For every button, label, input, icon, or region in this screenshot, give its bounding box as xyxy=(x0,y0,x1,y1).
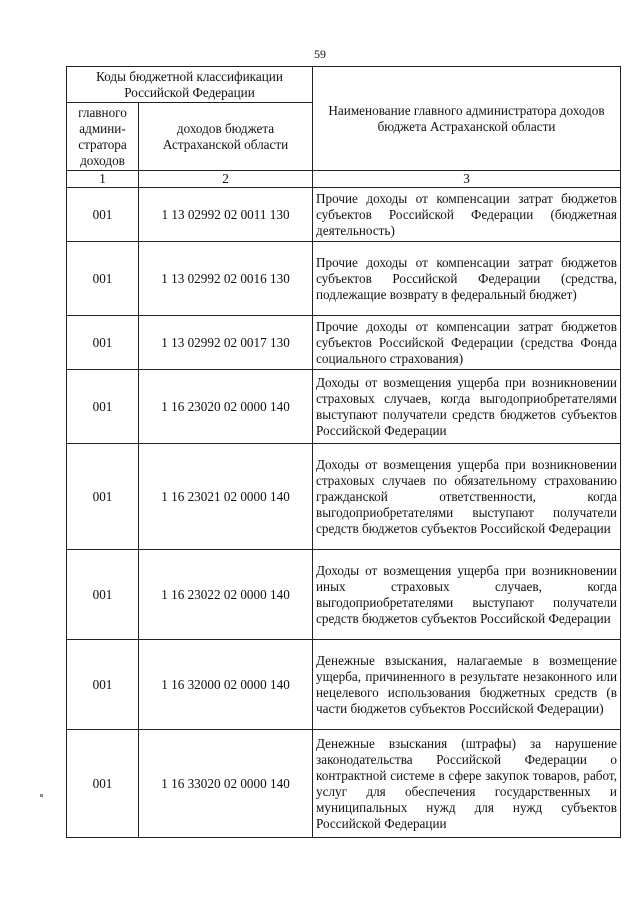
table-row xyxy=(67,444,621,550)
admin-code: 001 xyxy=(67,640,139,730)
budget-classification-table xyxy=(66,66,621,838)
admin-code: 001 xyxy=(67,316,139,370)
column-number-2: 2 xyxy=(139,171,313,188)
admin-code: 001 xyxy=(67,550,139,640)
table-row xyxy=(67,242,621,316)
header-budget-codes: Коды бюджетной классификации Российской Федерации xyxy=(67,67,313,103)
revenue-name: Доходы от возмещения ущерба при возникновении страховых случаев, когда выгодоприобретателями выступают получатели средств бюджетов субъектов Российской Федерации xyxy=(313,370,621,444)
revenue-name: Денежные взыскания (штрафы) за нарушение законодательства Российской Федерации о контрактной системе в сфере закупок товаров, работ, услуг для обеспечения государственных и муниципальных нужд для нужд субъектов Российской Федерации xyxy=(313,730,621,838)
admin-code: 001 xyxy=(67,730,139,838)
scan-speck xyxy=(40,794,43,797)
column-number-3: 3 xyxy=(313,171,621,188)
table-row xyxy=(67,730,621,838)
revenue-name: Прочие доходы от компенсации затрат бюджетов субъектов Российской Федерации (бюджетная деятельность) xyxy=(313,188,621,242)
revenue-name: Прочие доходы от компенсации затрат бюджетов субъектов Российской Федерации (средства Фонда социального страхования) xyxy=(313,316,621,370)
header-main-administrator: главного админи-стратора доходов xyxy=(67,103,139,171)
table-row xyxy=(67,188,621,242)
header-budget-revenues: доходов бюджета Астраханской области xyxy=(139,103,313,171)
header-row-group xyxy=(67,67,621,103)
revenue-name: Денежные взыскания, налагаемые в возмещение ущерба, причиненного в результате незаконного или нецелевого использования бюджетных средств (в части бюджетов субъектов Российской Федерации) xyxy=(313,640,621,730)
column-number-1: 1 xyxy=(67,171,139,188)
revenue-name: Доходы от возмещения ущерба при возникновении иных страховых случаев, когда выгодоприобретателями выступают получатели средств бюджетов субъектов Российской Федерации xyxy=(313,550,621,640)
table-row xyxy=(67,370,621,444)
revenue-code: 1 16 32000 02 0000 140 xyxy=(139,640,313,730)
admin-code: 001 xyxy=(67,370,139,444)
table-row xyxy=(67,550,621,640)
revenue-code: 1 13 02992 02 0016 130 xyxy=(139,242,313,316)
revenue-code: 1 16 23020 02 0000 140 xyxy=(139,370,313,444)
revenue-code: 1 13 02992 02 0011 130 xyxy=(139,188,313,242)
revenue-code: 1 13 02992 02 0017 130 xyxy=(139,316,313,370)
table-row xyxy=(67,316,621,370)
admin-code: 001 xyxy=(67,444,139,550)
revenue-name: Доходы от возмещения ущерба при возникновении страховых случаев по обязательному страхованию гражданской ответственности, когда выгодоприобретателями выступают получатели средств бюджетов субъектов Российской Федерации xyxy=(313,444,621,550)
revenue-code: 1 16 23022 02 0000 140 xyxy=(139,550,313,640)
revenue-code: 1 16 33020 02 0000 140 xyxy=(139,730,313,838)
table-row xyxy=(67,640,621,730)
header-administrator-name: Наименование главного администратора доходов бюджета Астраханской области xyxy=(313,67,621,171)
revenue-code: 1 16 23021 02 0000 140 xyxy=(139,444,313,550)
admin-code: 001 xyxy=(67,242,139,316)
admin-code: 001 xyxy=(67,188,139,242)
page-number: 59 xyxy=(314,47,326,61)
column-number-row xyxy=(67,171,621,188)
revenue-name: Прочие доходы от компенсации затрат бюджетов субъектов Российской Федерации (средства, подлежащие возврату в федеральный бюджет) xyxy=(313,242,621,316)
